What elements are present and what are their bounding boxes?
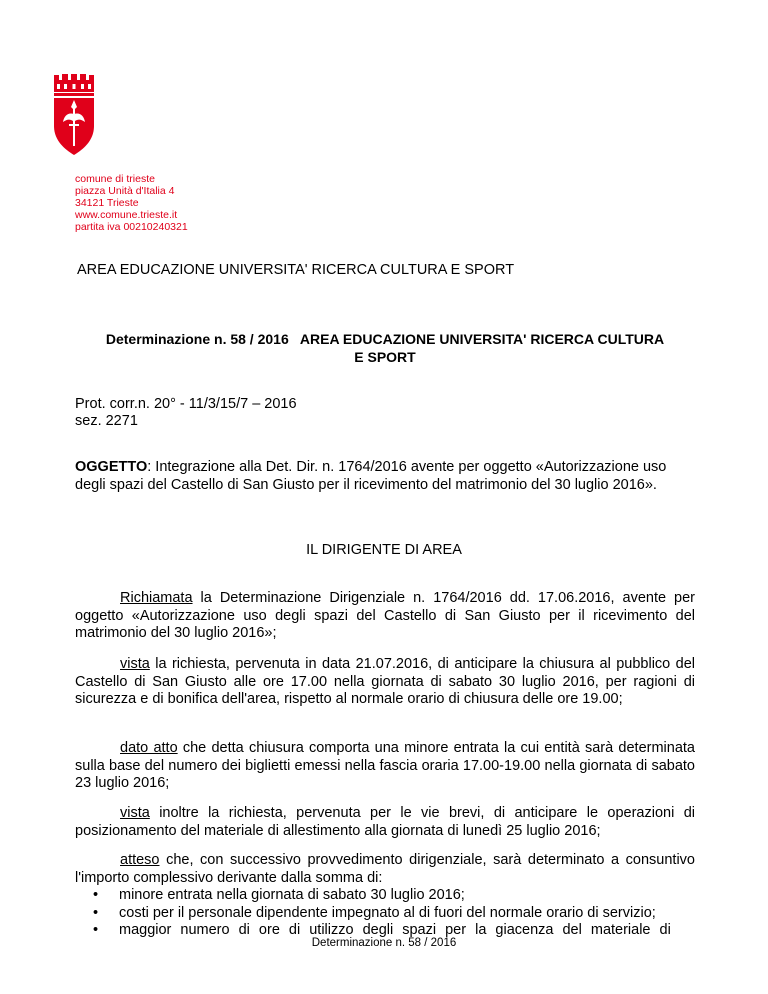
page-footer: Determinazione n. 58 / 2016 — [311, 937, 457, 949]
paragraph-vista-1 — [75, 656, 695, 709]
paragraph-keyword: Richiamata — [120, 590, 193, 606]
cost-bullet-list — [75, 887, 695, 940]
paragraph-text: inoltre la richiesta, pervenuta per le vie brevi, di anticipare le operazioni di posizionamento del materiale di allestimento alla giornata di lunedì 25 luglio 2016; — [75, 805, 695, 839]
list-item — [75, 905, 695, 923]
list-item-text: maggior numero di ore di utilizzo degli spazi per la giacenza del materiale di — [119, 922, 671, 938]
determination-line-1: Determinazione n. 58 / 2016 AREA EDUCAZIONE UNIVERSITA' RICERCA CULTURA — [105, 331, 665, 347]
paragraph-atteso — [75, 852, 695, 887]
area-title: AREA EDUCAZIONE UNIVERSITA' RICERCA CULTURA E SPORT — [77, 262, 515, 278]
protocol-section: sez. 2271 — [75, 413, 138, 429]
address-vat: partita iva 00210240321 — [75, 221, 188, 233]
determination-line-2: E SPORT — [354, 349, 416, 365]
paragraph-richiamata — [75, 590, 695, 643]
paragraph-keyword: dato atto — [120, 740, 178, 756]
paragraph-text: che, con successivo provvedimento dirigenziale, sarà determinato a consuntivo l'importo complessivo derivante dalla somma di: — [75, 852, 695, 886]
director-heading: IL DIRIGENTE DI AREA — [306, 542, 462, 558]
paragraph-dato-atto — [75, 740, 695, 793]
bullet-icon: • — [93, 904, 99, 921]
paragraph-keyword: atteso — [120, 852, 160, 868]
address-postcode: 34121 Trieste — [75, 197, 139, 209]
trieste-crest-icon — [52, 74, 96, 156]
address-block — [75, 173, 188, 233]
protocol-number: Prot. corr.n. 20° - 11/3/15/7 – 2016 — [75, 396, 297, 412]
address-city-name: comune di trieste — [75, 173, 155, 185]
paragraph-vista-2 — [75, 805, 695, 840]
address-street: piazza Unità d'Italia 4 — [75, 185, 175, 197]
subject-block — [75, 459, 687, 494]
list-item-text: minore entrata nella giornata di sabato 30 luglio 2016; — [119, 887, 465, 903]
subject-text: : Integrazione alla Det. Dir. n. 1764/2016 avente per oggetto «Autorizzazione uso degli spazi del Castello di San Giusto per il ricevimento del matrimonio del 30 luglio 2016». — [75, 459, 667, 493]
paragraph-keyword: vista — [120, 805, 150, 821]
protocol-block — [75, 396, 297, 430]
list-item-text: costi per il personale dipendente impegnato al di fuori del normale orario di servizio; — [119, 904, 656, 921]
paragraph-text: la Determinazione Dirigenziale n. 1764/2016 dd. 17.06.2016, avente per oggetto «Autorizzazione uso degli spazi del Castello di San Giusto per il ricevimento del matrimonio del 30 luglio 2016»; — [75, 590, 695, 641]
bullet-icon: • — [93, 887, 99, 903]
paragraph-keyword: vista — [120, 656, 150, 672]
address-website: www.comune.trieste.it — [75, 209, 178, 221]
determination-heading — [75, 330, 695, 366]
paragraph-text: che detta chiusura comporta una minore entrata la cui entità sarà determinata sulla base del numero dei biglietti emessi nella fascia oraria 17.00-19.00 nella giornata di sabato 23 luglio 2016; — [75, 740, 695, 791]
subject-label: OGGETTO — [75, 459, 148, 475]
bullet-icon: • — [93, 922, 99, 938]
paragraph-text: la richiesta, pervenuta in data 21.07.2016, di anticipare la chiusura al pubblico del Castello di San Giusto alle ore 17.00 nella giornata di sabato 30 luglio 2016, per ragioni di sicurezza e di bonifica dell'area, rispetto al normale orario di chiusura delle ore 19.00; — [75, 656, 695, 707]
list-item — [75, 887, 695, 905]
